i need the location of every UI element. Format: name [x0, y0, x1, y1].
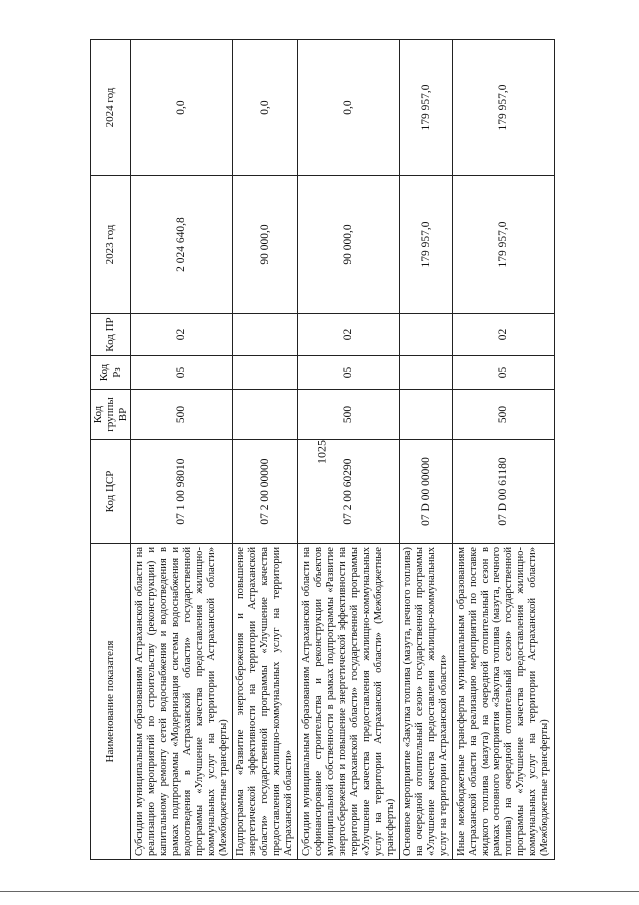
row-csr: 07 2 00 00000 — [233, 440, 298, 544]
table-header-row — [91, 40, 131, 860]
header-pr: Код ПР — [91, 314, 131, 356]
budget-table-rotated — [90, 40, 555, 860]
table-row — [233, 40, 298, 860]
row-name: Основное мероприятие «Закупка топлива (мазута, печного топлива) на очередной отопительный сезон» государственной программы «Улучшение качества предоставления жилищно-коммунальных услуг на территории Астраханской области» — [400, 544, 453, 860]
page-number-text: 1025 — [314, 440, 329, 464]
row-rz: 05 — [298, 356, 400, 390]
row-2024: 179 957,0 — [400, 40, 453, 176]
row-2023: 90 000,0 — [298, 176, 400, 314]
row-2024: 0,0 — [233, 40, 298, 176]
header-csr: Код ЦСР — [91, 440, 131, 544]
budget-table — [90, 39, 555, 860]
row-rz: 05 — [131, 356, 233, 390]
row-csr: 07 D 00 00000 — [400, 440, 453, 544]
row-name: Субсидии муниципальным образованиям Астраханской области на софинансирование строительства и реконструкции объектов муниципальной собственности в рамках подпрограммы «Развитие энергосбережения и повышение энергетической эффективности на территории Астраханской области» государственной программы «Улучшение качества предоставления жилищно-коммунальных услуг на территории Астраханской области» (Межбюджетные трансферты) — [298, 544, 400, 860]
row-rz — [233, 356, 298, 390]
row-vr — [400, 390, 453, 440]
row-2023: 90 000,0 — [233, 176, 298, 314]
row-rz — [400, 356, 453, 390]
row-vr: 500 — [131, 390, 233, 440]
row-name: Субсидии муниципальным образованиям Астраханской области на реализацию мероприятий по строительству (реконструкции) и капитальному ремонту сетей водоснабжения и водоотведения в рамках подпрограммы «Модернизация системы водоснабжения и водоотведения в Астраханской области» государственной программы «Улучшение качества предоставления жилищно-коммунальных услуг на территории Астраханской области» (Межбюджетные трансферты) — [131, 544, 233, 860]
row-2024: 0,0 — [298, 40, 400, 176]
header-2023: 2023 год — [91, 176, 131, 314]
row-csr: 07 1 00 98010 — [131, 440, 233, 544]
row-pr: 02 — [131, 314, 233, 356]
row-2023: 2 024 640,8 — [131, 176, 233, 314]
row-2024: 179 957,0 — [452, 40, 554, 176]
header-rz: Код Рз — [91, 356, 131, 390]
row-name: Подпрограмма «Развитие энергосбережения и повышение энергетической эффективности на территории Астраханской области» государственной программы «Улучшение качества предоставления жилищно-коммунальных услуг на территории Астраханской области» — [233, 544, 298, 860]
header-name: Наименование показателя — [91, 544, 131, 860]
row-pr — [400, 314, 453, 356]
row-pr — [233, 314, 298, 356]
row-pr: 02 — [298, 314, 400, 356]
row-name: Иные межбюджетные трансферты муниципальным образованиям Астраханской области на реализацию мероприятий по поставке жидкого топлива (мазута) на очередной отопительный сезон в рамках основного мероприятия «Закупка топлива (мазута, печного топлива) на очередной отопительный сезон» государственной программы «Улучшение качества предоставления жилищно-коммунальных услуг на территории Астраханской области» (Межбюджетные трансферты) — [452, 544, 554, 860]
row-2023: 179 957,0 — [400, 176, 453, 314]
row-rz: 05 — [452, 356, 554, 390]
header-vr: Код группы ВР — [91, 390, 131, 440]
table-row — [400, 40, 453, 860]
row-vr: 500 — [452, 390, 554, 440]
table-row — [452, 40, 554, 860]
row-csr: 07 2 00 60290 — [298, 440, 400, 544]
table-row — [131, 40, 233, 860]
page-bottom-rule — [0, 891, 639, 892]
row-csr: 07 D 00 61180 — [452, 440, 554, 544]
row-2024: 0,0 — [131, 40, 233, 176]
header-2024: 2024 год — [91, 40, 131, 176]
row-vr — [233, 390, 298, 440]
table-row — [298, 40, 400, 860]
row-pr: 02 — [452, 314, 554, 356]
row-2023: 179 957,0 — [452, 176, 554, 314]
row-vr: 500 — [298, 390, 400, 440]
